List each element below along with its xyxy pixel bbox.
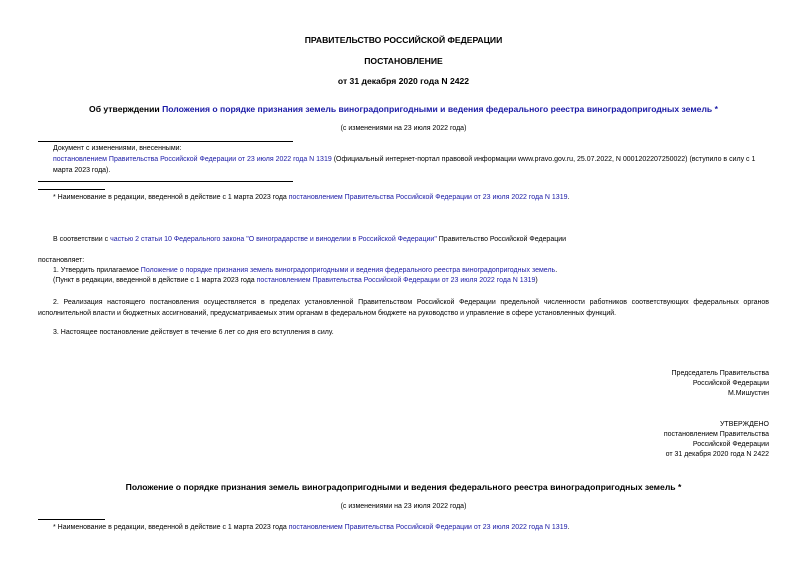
regulation-title: Положение о порядке признания земель виноградопригодными и ведения федерального реестра виноградопригодных земель * (125, 482, 682, 492)
signature-name: М.Мишустин (727, 390, 769, 397)
footnote-1 (53, 194, 569, 201)
footnote-divider (38, 189, 105, 190)
footnote-2 (53, 524, 569, 531)
item-1-note (53, 277, 538, 284)
changes-text (53, 155, 769, 176)
changes-note: (с изменениями на 23 июля 2022 года) (340, 125, 467, 132)
footnote-2-prefix: * Наименование в редакции, введенной в действие с 1 марта 2023 года (53, 524, 289, 531)
document-date-number: от 31 декабря 2020 года N 2422 (337, 76, 470, 86)
footnote-1-link[interactable]: постановлением Правительства Российской Федерации от 23 июля 2022 года N 1319 (288, 194, 568, 201)
approved-heading: УТВЕРЖДЕНО (719, 421, 769, 428)
item-3: 3. Настоящее постановление действует в течение 6 лет со дня его вступления в силу. (53, 329, 334, 336)
preamble (53, 236, 566, 243)
changes-top-divider (38, 141, 293, 142)
title-prefix: Об утверждении (89, 104, 163, 114)
footnote-1-prefix: * Наименование в редакции, введенной в действие с 1 марта 2023 года (53, 194, 289, 201)
government-heading: ПРАВИТЕЛЬСТВО РОССИЙСКОЙ ФЕДЕРАЦИИ (304, 35, 503, 45)
signature-country: Российской Федерации (692, 380, 769, 387)
footnote-2-divider (38, 519, 105, 520)
item-1-note-link[interactable]: постановлением Правительства Российской Федерации от 23 июля 2022 года N 1319 (256, 277, 536, 284)
document-title (0, 104, 807, 114)
footnote-2-suffix: . (567, 524, 570, 531)
footnote-2-link[interactable]: постановлением Правительства Российской Федерации от 23 июля 2022 года N 1319 (288, 524, 568, 531)
item-1-suffix: . (555, 267, 558, 274)
changes-rest: (Официальный интернет-портал правовой информации www.pravo.gov.ru, 25.07.2022, N 0001202207250022) (вступило в силу с 1 марта 2023 года). (53, 156, 756, 174)
item-1-note-suffix: ) (535, 277, 538, 284)
approved-line-4: от 31 декабря 2020 года N 2422 (665, 451, 769, 458)
item-1-prefix: 1. Утвердить прилагаемое (53, 267, 141, 274)
item-2: 2. Реализация настоящего постановления осуществляется в пределах установленной Правительством Российской Федерации предельной численности работников соответствующих федеральных органов исполнительной власти и бюджетных ассигнований, предусматриваемых этим органам в федеральном бюджете на руководство и управление в сфере установленных функций. (38, 299, 769, 317)
changes-intro: Документ с изменениями, внесенными: (53, 145, 182, 152)
item-1-note-prefix: (Пункт в редакции, введенной в действие с 1 марта 2023 года (53, 277, 257, 284)
preamble-link[interactable]: частью 2 статьи 10 Федерального закона "О виноградарстве и виноделии в Российской Федерации" (110, 236, 437, 243)
item-1-link[interactable]: Положение о порядке признания земель виноградопригодными и ведения федерального реестра виноградопригодных земель (140, 267, 556, 274)
decrees-word: постановляет: (38, 257, 85, 264)
item-1 (53, 267, 557, 274)
changes-bottom-divider (38, 181, 293, 182)
regulation-changes: (с изменениями на 23 июля 2022 года) (340, 503, 467, 510)
changes-link[interactable]: постановлением Правительства Российской Федерации от 23 июля 2022 года N 1319 (53, 156, 332, 163)
preamble-prefix: В соответствии с (53, 236, 111, 243)
approved-line-2: постановлением Правительства (663, 431, 769, 438)
signature-position: Председатель Правительства (671, 370, 769, 377)
document-type: ПОСТАНОВЛЕНИЕ (364, 56, 443, 66)
title-link[interactable]: Положения о порядке признания земель виноградопригодными и ведения федерального реестра виноградопригодных земель * (162, 104, 718, 114)
preamble-suffix: Правительство Российской Федерации (436, 236, 567, 243)
footnote-1-suffix: . (567, 194, 570, 201)
approved-line-3: Российской Федерации (692, 441, 769, 448)
